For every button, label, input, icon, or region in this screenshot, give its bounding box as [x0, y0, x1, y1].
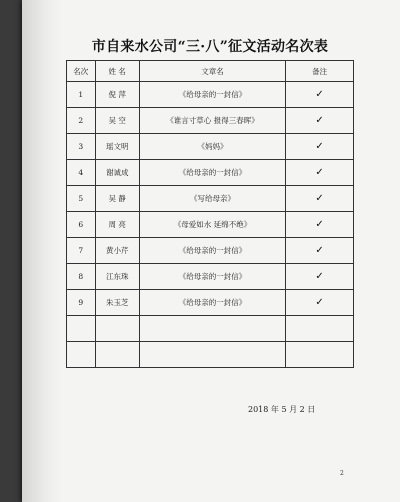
cell-note: ✓ [286, 134, 354, 160]
cell-name: 瑶文明 [95, 134, 139, 160]
ranking-table [66, 60, 354, 368]
cell-rank: 7 [67, 238, 96, 264]
cell-note: ✓ [286, 160, 354, 186]
cell-note: ✓ [286, 82, 354, 108]
cell-rank: 5 [67, 186, 96, 212]
cell-name [95, 316, 139, 342]
cell-name: 谢诚成 [95, 160, 139, 186]
page-binding-shadow [22, 0, 62, 502]
table-row [67, 238, 354, 264]
cell-note: ✓ [286, 186, 354, 212]
cell-work [139, 316, 285, 342]
cell-work: 《给母亲的一封信》 [139, 82, 285, 108]
cell-name: 黄小芹 [95, 238, 139, 264]
table-row [67, 342, 354, 368]
cell-note: ✓ [286, 290, 354, 316]
cell-name: 周 亮 [95, 212, 139, 238]
cell-work: 《给母亲的一封信》 [139, 160, 285, 186]
cell-rank: 9 [67, 290, 96, 316]
cell-rank [67, 342, 96, 368]
cell-rank [67, 316, 96, 342]
page-number: 2 [340, 470, 344, 477]
cell-note: ✓ [286, 264, 354, 290]
cell-work [139, 342, 285, 368]
cell-rank: 1 [67, 82, 96, 108]
table-row [67, 264, 354, 290]
cell-rank: 3 [67, 134, 96, 160]
table-row [67, 316, 354, 342]
table-row [67, 82, 354, 108]
cell-work: 《写给母亲》 [139, 186, 285, 212]
cell-name: 江东珠 [95, 264, 139, 290]
cell-work: 《给母亲的一封信》 [139, 264, 285, 290]
header-rank: 名次 [67, 61, 96, 82]
table-row [67, 290, 354, 316]
header-note: 备注 [286, 61, 354, 82]
table-row [67, 134, 354, 160]
cell-name: 吴 空 [95, 108, 139, 134]
cell-rank: 8 [67, 264, 96, 290]
cell-work: 《母爱如水 延绵不绝》 [139, 212, 285, 238]
cell-name [95, 342, 139, 368]
cell-name: 朱玉芝 [95, 290, 139, 316]
header-work: 文章名 [139, 61, 285, 82]
document-title: 市自来水公司“三·八”征文活动名次表 [91, 39, 329, 55]
table-row [67, 160, 354, 186]
cell-name: 吴 静 [95, 186, 139, 212]
table-header-row [67, 61, 354, 82]
cell-work: 《给母亲的一封信》 [139, 290, 285, 316]
document-date: 2018 年 5 月 2 日 [248, 405, 316, 414]
cell-rank: 2 [67, 108, 96, 134]
cell-note: ✓ [286, 108, 354, 134]
cell-rank: 6 [67, 212, 96, 238]
cell-name: 倪 萍 [95, 82, 139, 108]
cell-note: ✓ [286, 238, 354, 264]
cell-work: 《谁言寸草心 报得三春晖》 [139, 108, 285, 134]
table-row [67, 212, 354, 238]
cell-note [286, 316, 354, 342]
table-row [67, 108, 354, 134]
table-row [67, 186, 354, 212]
cell-note: ✓ [286, 212, 354, 238]
cell-work: 《给母亲的一封信》 [139, 238, 285, 264]
cell-note [286, 342, 354, 368]
cell-work: 《妈妈》 [139, 134, 285, 160]
cell-rank: 4 [67, 160, 96, 186]
header-name: 姓 名 [95, 61, 139, 82]
